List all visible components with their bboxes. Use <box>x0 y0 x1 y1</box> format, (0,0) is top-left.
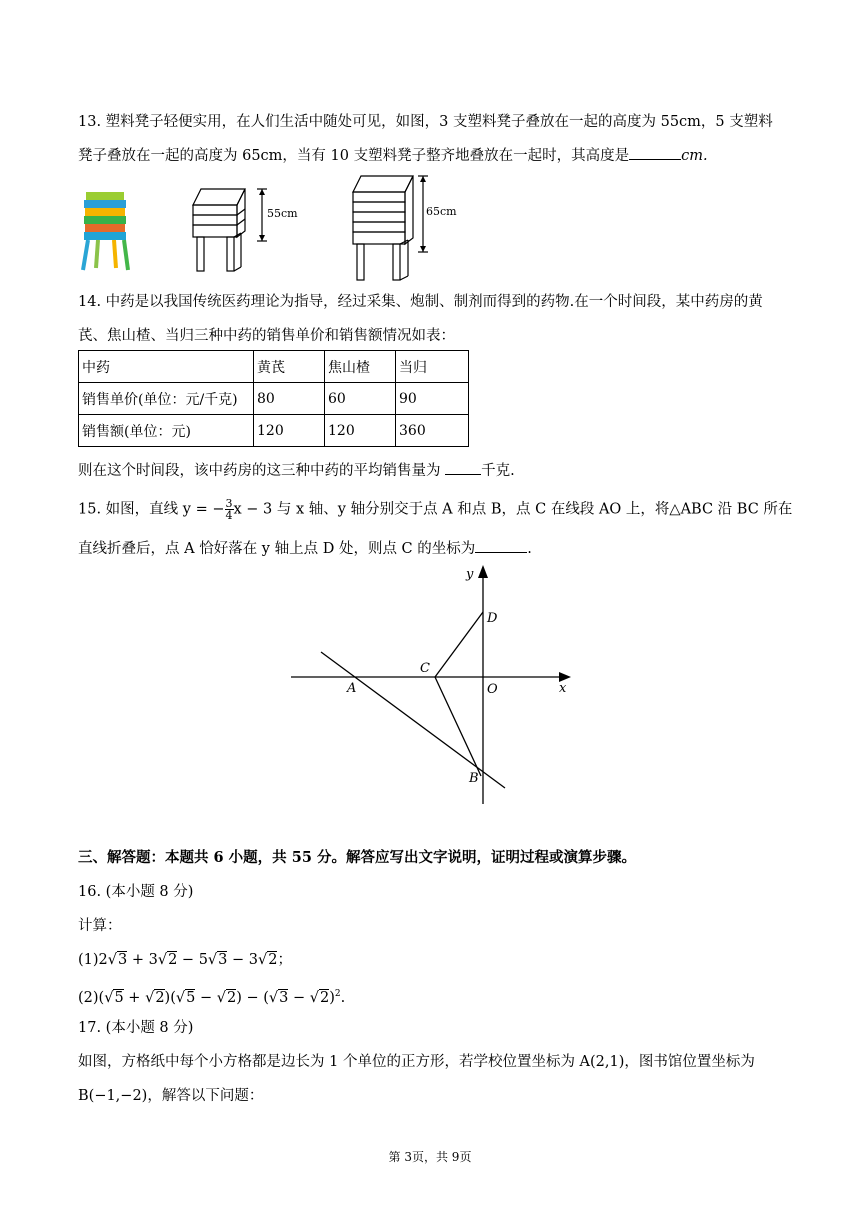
table-row <box>79 351 469 383</box>
q16-p2-exponent: 2 <box>334 989 341 999</box>
q16-p2-seg: − <box>288 989 310 1006</box>
q16-p1-seg: ； <box>277 952 292 968</box>
q13-stool-5-diagram <box>345 172 465 284</box>
q14-table <box>78 350 469 447</box>
q13-label-65: 65cm <box>426 205 457 218</box>
q14-line2: 芪、焦山楂、当归三种中药的销售单价和销售额情况如表： <box>78 328 455 344</box>
table-row <box>79 383 469 415</box>
q13-stool-3-diagram <box>185 185 305 275</box>
q17-title: 17. (本小题 8 分) <box>78 1020 194 1036</box>
segment-cd <box>435 612 483 677</box>
q16-p1-radicand: 2 <box>168 952 178 968</box>
q16-part2: $(2)(√5 + √2)(√5 - √2) - (√3 - √2)^2$. <box>78 989 346 1006</box>
q16-p2-radicand: 2 <box>320 989 330 1006</box>
q16-p2-seg: . <box>340 989 346 1006</box>
table-cell: 120 <box>254 415 325 447</box>
q15-line1-text-a: 15. 如图，直线 y = − <box>78 501 225 518</box>
table-header-cell: 黄芪 <box>254 351 325 383</box>
table-header-cell: 焦山楂 <box>325 351 396 383</box>
q14-answer-blank <box>445 460 481 475</box>
q13-unit: cm. <box>681 148 708 164</box>
q16-p1-seg: − 5 <box>177 952 208 968</box>
q16-p1-radicand: 2 <box>268 952 278 968</box>
q16-p2-radicand: 3 <box>279 989 289 1006</box>
section-3-heading: 三、解答题：本题共 6 小题，共 55 分。解答应写出文字说明，证明过程或演算步骤。 <box>78 849 636 866</box>
table-cell: 销售额(单位：元) <box>79 415 254 447</box>
q15-line2 <box>78 538 532 559</box>
q13-line2 <box>78 145 708 166</box>
table-row <box>79 415 469 447</box>
q13-line2-text: 凳子叠放在一起的高度为 65cm，当有 10 支塑料凳子整齐地叠放在一起时，其高度是 <box>78 148 630 164</box>
y-axis-arrow <box>478 565 488 578</box>
q15-line1-text-b: x − 3 与 x 轴、y 轴分别交于点 A 和点 B，点 C 在线段 AO 上，将△ABC 沿 BC 所在 <box>233 501 793 518</box>
table-cell: 360 <box>396 415 469 447</box>
q14-line1: 14. 中药是以我国传统医药理论为指导，经过采集、炮制、制剂而得到的药物.在一个时间段，某中药房的黄 <box>78 294 763 310</box>
label-c: C <box>420 661 430 676</box>
label-d: D <box>487 611 498 626</box>
q16-p2-seg: )( <box>164 989 176 1006</box>
label-x: x <box>559 681 567 696</box>
label-o: O <box>487 682 498 697</box>
table-cell: 80 <box>254 383 325 415</box>
q15-frac-den: 4 <box>225 509 233 522</box>
q16-p2-seg: + <box>123 989 146 1006</box>
q13-stool-photo <box>80 190 132 272</box>
table-cell: 60 <box>325 383 396 415</box>
q16-p2-radicand: 5 <box>186 989 196 1006</box>
q15-line2-text: 直线折叠后，点 A 恰好落在 y 轴上点 D 处，则点 C 的坐标为 <box>78 541 476 557</box>
q16-p2-seg: ) − ( <box>236 989 269 1006</box>
q16-title: 16. (本小题 8 分) <box>78 884 194 900</box>
q15-answer-blank <box>475 538 527 553</box>
q14-unit: 千克. <box>481 463 515 479</box>
label-y: y <box>466 567 474 582</box>
q16-p2-seg: ) <box>329 989 335 1006</box>
q15-line1 <box>78 498 792 521</box>
q13-answer-blank <box>629 145 681 160</box>
q16-part1: (1)2√3 + 3√2 − 5√3 − 3√2； <box>78 952 292 968</box>
q16-p1-radicand: 3 <box>218 952 228 968</box>
label-b: B <box>469 771 479 786</box>
q16-p2-radicand: 2 <box>226 989 237 1006</box>
label-a: A <box>347 681 357 696</box>
q13-label-55: 55cm <box>267 207 298 220</box>
segment-bc <box>435 677 481 776</box>
q17-line1: 如图，方格纸中每个小方格都是边长为 1 个单位的正方形，若学校位置坐标为 A(2,1)，图书馆位置坐标为 <box>78 1054 755 1070</box>
q15-frac-num: 3 <box>225 497 233 510</box>
q16-prompt: 计算： <box>78 918 122 934</box>
page-footer: 第 3页，共 9页 <box>388 1150 472 1164</box>
q14-conclusion <box>78 460 515 481</box>
q16-p1-radicand: 3 <box>118 952 128 968</box>
q16-p1-seg: + 3 <box>127 952 158 968</box>
q15-period: . <box>527 541 532 557</box>
table-cell: 销售单价(单位：元/千克) <box>79 383 254 415</box>
table-header-cell: 当归 <box>396 351 469 383</box>
q16-p1-seg: − 3 <box>227 952 258 968</box>
q16-p2-seg: − <box>195 989 217 1006</box>
q17-line2: B(−1,−2)，解答以下问题： <box>78 1088 264 1104</box>
q13-line1: 13. 塑料凳子轻便实用，在人们生活中随处可见，如图，3 支塑料凳子叠放在一起的高度为 55cm，5 支塑料 <box>78 114 773 130</box>
q15-fraction <box>225 498 234 521</box>
table-cell: 90 <box>396 383 469 415</box>
q14-conclusion-text: 则在这个时间段，该中药房的这三种中药的平均销售量为 <box>78 463 441 479</box>
q16-p2-radicand: 2 <box>155 989 165 1006</box>
q16-p1-seg: (1)2 <box>78 952 108 968</box>
table-header-cell: 中药 <box>79 351 254 383</box>
table-cell: 120 <box>325 415 396 447</box>
q16-p2-seg: (2)( <box>78 989 105 1006</box>
q16-p2-radicand: 5 <box>114 989 124 1006</box>
q15-figure <box>285 560 585 810</box>
